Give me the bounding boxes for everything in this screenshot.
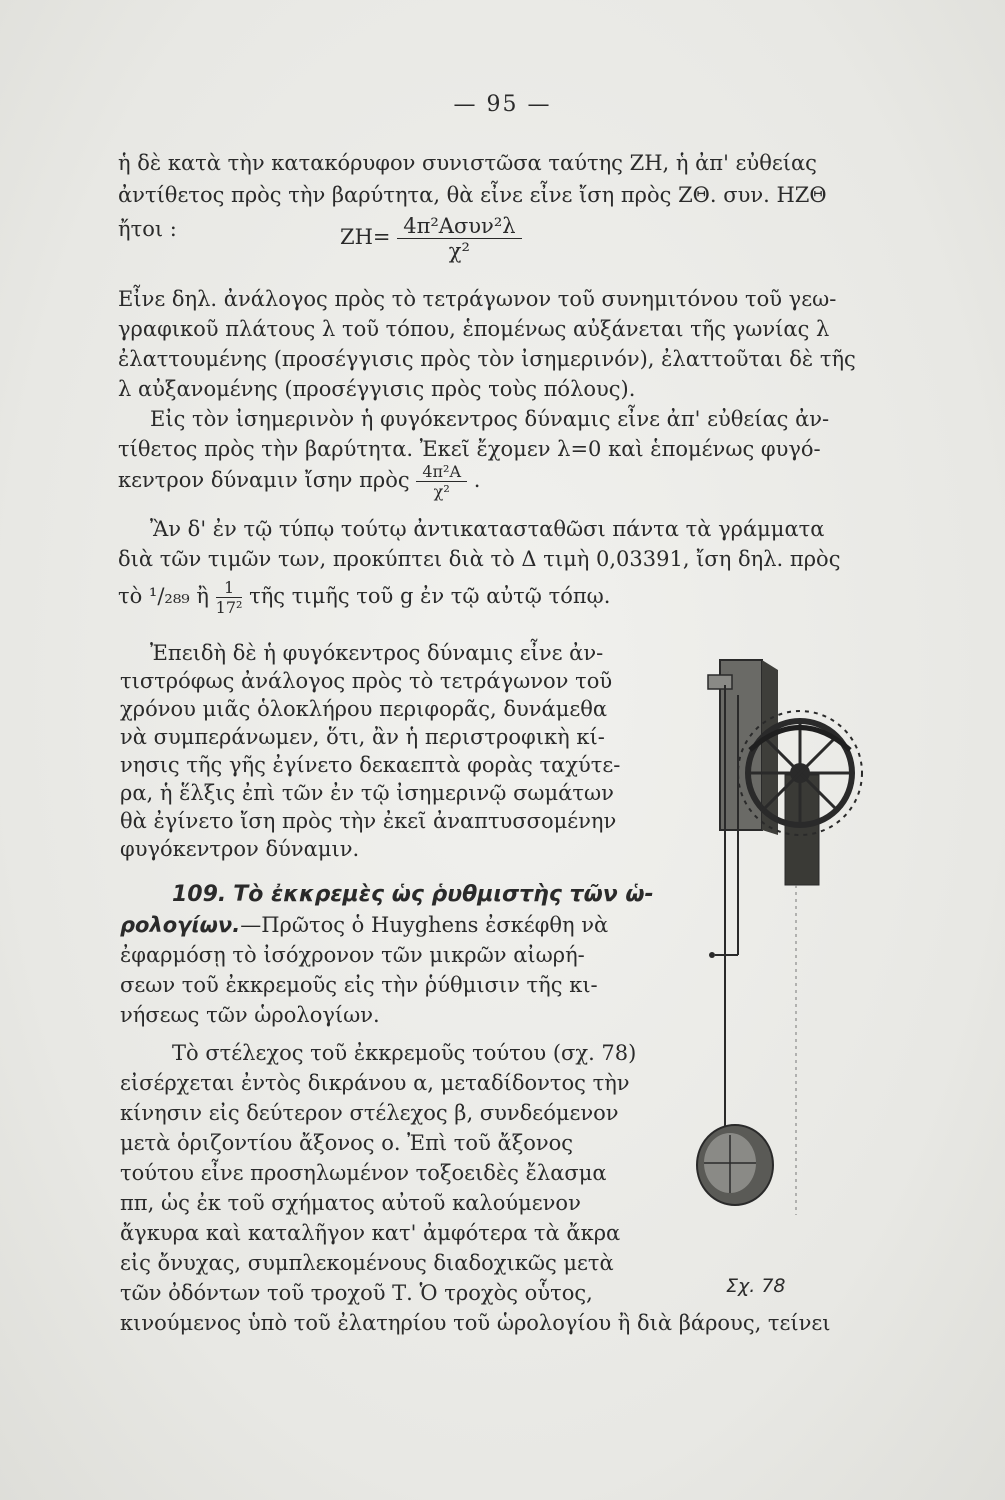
text-line: φυγόκεντρον δύναμιν. xyxy=(120,837,360,861)
text-line: ἤτοι : xyxy=(118,217,177,241)
section-number: 109. xyxy=(172,882,227,907)
text-line: Εἶνε δηλ. ἀνάλογος πρὸς τὸ τετράγωνον τοῦ συνημιτόνου τοῦ γεω- xyxy=(118,287,837,311)
formula-numerator: 4π²Α xyxy=(416,462,467,482)
text-line: κίνησιν εἰς δεύτερον στέλεχος β, συνδεόμενον xyxy=(120,1101,619,1125)
text-line: λ αὐξανομένης (προσέγγισις πρὸς τοὺς πόλους). xyxy=(118,377,636,401)
text-line: τῶν ὀδόντων τοῦ τροχοῦ Τ. Ὁ τροχὸς οὗτος, xyxy=(120,1281,593,1305)
pendulum-bob xyxy=(697,1125,773,1205)
text-line: τούτου εἶνε προσηλωμένον τοξοειδὲς ἔλασμα xyxy=(120,1161,607,1185)
formula-denominator: 17² xyxy=(215,598,243,617)
text-line: ἡ δὲ κατὰ τὴν κατακόρυφον συνιστῶσα ταύτης ΖΗ, ἡ ἀπ' εὐθείας xyxy=(118,151,817,175)
section-heading xyxy=(172,882,654,908)
formula-fraction xyxy=(397,214,521,263)
formula-pre: τὸ ¹/₂₈₉ ἢ xyxy=(118,584,209,608)
page-number: — 95 — xyxy=(453,92,552,117)
text-line: νήσεως τῶν ὡρολογίων. xyxy=(120,1003,380,1027)
text-line: γραφικοῦ πλάτους λ τοῦ τόπου, ἑπομένως αὐξάνεται τῆς γωνίας λ xyxy=(118,317,830,341)
figure-caption: Σχ. 78 xyxy=(726,1275,786,1297)
fork-pin xyxy=(709,952,715,958)
wheel-plate xyxy=(785,775,819,885)
text-line: νὰ συμπεράνωμεν, ὅτι, ἂν ἡ περιστροφικὴ κί- xyxy=(120,725,605,749)
formula-text: κεντρον δύναμιν ἴσην πρὸς xyxy=(118,468,410,492)
formula-centrifugal xyxy=(118,462,480,501)
text-line: Ἐπειδὴ δὲ ἡ φυγόκεντρος δύναμις εἶνε ἀν- xyxy=(150,641,604,665)
text-line: θὰ ἐγίνετο ἴση πρὸς τὴν ἐκεῖ ἀναπτυσσομένην xyxy=(120,809,617,833)
top-bracket xyxy=(708,675,732,689)
text-line: εἰς ὄνυχας, συμπλεκομένους διαδοχικῶς μετὰ xyxy=(120,1251,614,1275)
section-intro: —Πρῶτος ὁ Huyghens ἐσκέφθη νὰ xyxy=(240,913,609,937)
formula-lhs: ΖΗ= xyxy=(340,225,391,249)
text-line: ἄγκυρα καὶ καταλῆγον κατ' ἀμφότερα τὰ ἄκρα xyxy=(120,1221,621,1245)
text-line: νησις τῆς γῆς ἐγίνετο δεκαεπτὰ φορὰς ταχύτε- xyxy=(120,753,621,777)
formula-numerator: 1 xyxy=(216,578,243,598)
text-line: διὰ τῶν τιμῶν των, προκύπτει διὰ τὸ Δ τιμὴ 0,03391, ἴση δηλ. πρὸς xyxy=(118,547,841,571)
text-line: Εἰς τὸν ἰσημερινὸν ἡ φυγόκεντρος δύναμις εἶνε ἀπ' εὐθείας ἀν- xyxy=(150,407,830,431)
formula-ratio xyxy=(118,578,610,617)
text-line: τιστρόφως ἀνάλογος πρὸς τὸ τετράγωνον τοῦ xyxy=(120,669,613,693)
section-title-cont: ρολογίων. xyxy=(120,913,241,937)
text-line: μετὰ ὁριζοντίου ἄξονος ο. Ἐπὶ τοῦ ἄξονος xyxy=(120,1131,574,1155)
formula-end: . xyxy=(473,468,481,492)
formula-numerator: 4π²Ασυν²λ xyxy=(397,214,521,239)
section-title: Τὸ ἐκκρεμὲς ὡς ῥυθμιστὴς τῶν ὡ- xyxy=(233,882,654,907)
formula-denominator: χ² xyxy=(433,482,450,501)
text-line: ἀντίθετος πρὸς τὴν βαρύτητα, θὰ εἶνε εἶνε ἴση πρὸς ΖΘ. συν. ΗΖΘ xyxy=(118,183,827,207)
text-line: κινούμενος ὑπὸ τοῦ ἐλατηρίου τοῦ ὡρολογίου ἢ διὰ βάρους, τείνει xyxy=(120,1311,831,1335)
text-line: εἰσέρχεται ἐντὸς δικράνου α, μεταδίδοντος τὴν xyxy=(120,1071,630,1095)
text-line: ἐλαττουμένης (προσέγγισις πρὸς τὸν ἰσημερινόν), ἐλαττοῦται δὲ τῆς xyxy=(118,347,856,371)
text-line: χρόνου μιᾶς ὁλοκλήρου περιφορᾶς, δυνάμεθα xyxy=(120,697,608,721)
section-heading-cont xyxy=(120,912,608,938)
formula-post: τῆς τιμῆς τοῦ g ἐν τῷ αὐτῷ τόπῳ. xyxy=(249,584,611,608)
text-line: σεων τοῦ ἐκκρεμοῦς εἰς τὴν ῥύθμισιν τῆς κι- xyxy=(120,973,598,997)
formula-denominator: χ² xyxy=(448,239,470,263)
text-line: Ἂν δ' ἐν τῷ τύπῳ τούτῳ ἀντικατασταθῶσι πάντα τὰ γράμματα xyxy=(150,517,825,541)
formula-fraction xyxy=(216,578,243,617)
text-line: ἐφαρμόσῃ τὸ ἰσόχρονον τῶν μικρῶν αἰωρή- xyxy=(120,943,585,967)
text-line: ρα, ἡ ἕλξις ἐπὶ τῶν ἐν τῷ ἰσημερινῷ σωμάτων xyxy=(120,781,614,805)
text-line: ππ, ὡς ἐκ τοῦ σχήματος αὐτοῦ καλούμενον xyxy=(120,1191,581,1215)
text-line: Τὸ στέλεχος τοῦ ἐκκρεμοῦς τούτου (σχ. 78) xyxy=(172,1041,637,1065)
text-line: τίθετος πρὸς τὴν βαρύτητα. Ἐκεῖ ἔχομεν λ=0 καὶ ἑπομένως φυγό- xyxy=(118,437,821,461)
formula-zh xyxy=(340,214,522,263)
formula-fraction xyxy=(416,462,467,501)
pendulum-escapement-figure xyxy=(690,655,900,1255)
